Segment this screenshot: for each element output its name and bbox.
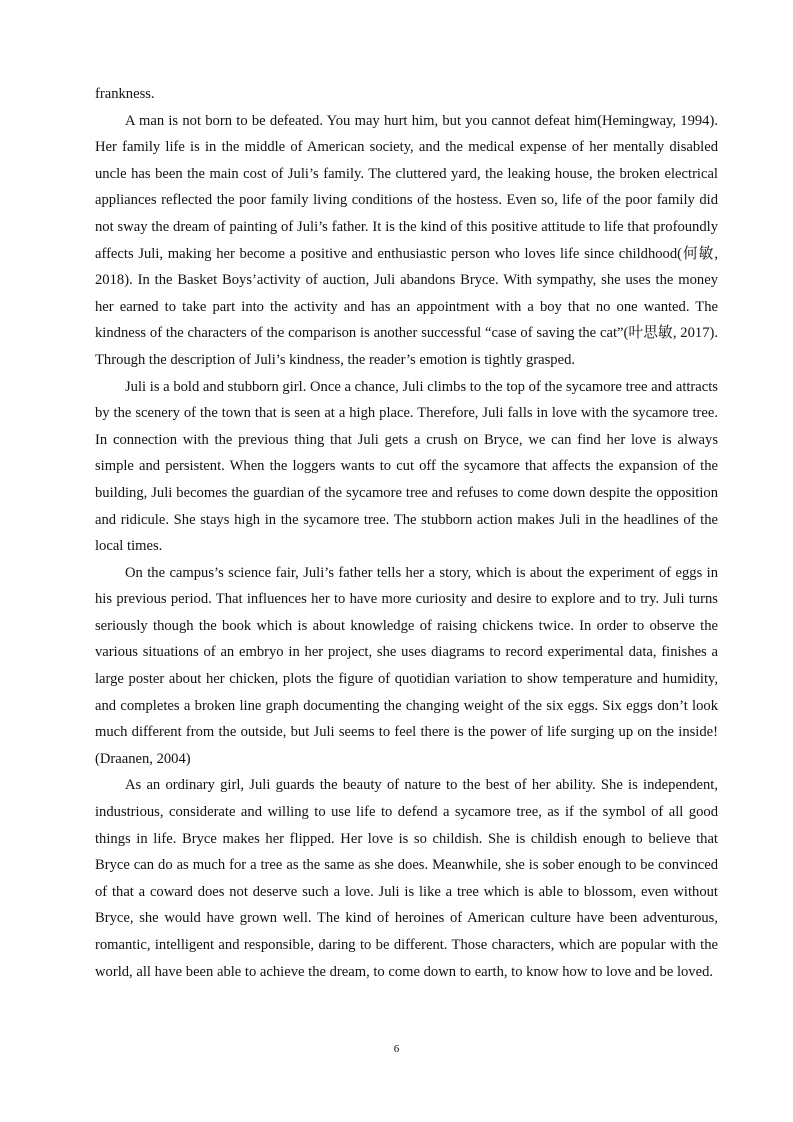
paragraph-hemingway-quote: A man is not born to be defeated. You may hurt him, but you cannot defeat him(Hemingway, 1994). Her family life is in the middle of American society, and the medical expense of her mentally disabled uncle has been the main cost of Juli’s family. The cluttered yard, the leaking house, the broken electrical appliances reflected the poor family living conditions of the hostess. Even so, life of the poor family did not sway the dream of painting of Juli’s father. It is the kind of this positive attitude to life that profoundly affects Juli, making her become a positive and enthusiastic person who loves life since childhood(何敏, 2018). In the Basket Boys’activity of auction, Juli abandons Bryce. With sympathy, she uses the money her earned to take part into the activity and has an appointment with a boy that no one wanted. The kindness of the characters of the comparison is another successful “case of saving the cat”(叶思敏, 2017). Through the description of Juli’s kindness, the reader’s emotion is tightly grasped. xyxy=(95,112,718,368)
document-body xyxy=(95,81,718,985)
paragraph-ordinary-girl: As an ordinary girl, Juli guards the beauty of nature to the best of her ability. She is independent, industrious, considerate and willing to use life to defend a sycamore tree, as if the symbol of all good things in life. Bryce makes her flipped. Her love is so childish. She is childish enough to believe that Bryce can do as much for a tree as the same as she does. Meanwhile, she is sober enough to be convinced of that a coward does not deserve such a love. Juli is like a tree which is able to blossom, even without Bryce, she would have grown well. The kind of heroines of American culture have been adventurous, romantic, intelligent and responsible, daring to be different. Those characters, which are popular with the world, all have been able to achieve the dream, to come down to earth, to know how to love and be loved. xyxy=(95,777,718,980)
paragraph-continuation: frankness. xyxy=(95,86,155,102)
paragraph-science-fair: On the campus’s science fair, Juli’s father tells her a story, which is about the experiment of eggs in his previous period. That influences her to have more curiosity and desire to explore and to try. Juli turns seriously though the book which is about knowledge of raising chickens twice. In order to observe the various situations of an embryo in her project, she uses diagrams to record experimental data, finishes a large poster about her chicken, plots the figure of quotidian variation to show temperature and humidity, and completes a broken line graph documenting the changing weight of the six eggs. Six eggs don’t look much different from the outside, but Juli seems to feel there is the power of life surging up on the inside! (Draanen, 2004) xyxy=(95,564,718,767)
page-number: 6 xyxy=(393,1043,400,1055)
paragraph-bold-stubborn: Juli is a bold and stubborn girl. Once a chance, Juli climbs to the top of the sycamore tree and attracts by the scenery of the town that is seen at a high place. Therefore, Juli falls in love with the sycamore tree. In connection with the previous thing that Juli gets a crush on Bryce, we can find her love is always simple and persistent. When the loggers wants to cut off the sycamore that affects the expansion of the building, Juli becomes the guardian of the sycamore tree and refuses to come down despite the opposition and ridicule. She stays high in the sycamore tree. The stubborn action makes Juli in the headlines of the local times. xyxy=(95,378,718,555)
